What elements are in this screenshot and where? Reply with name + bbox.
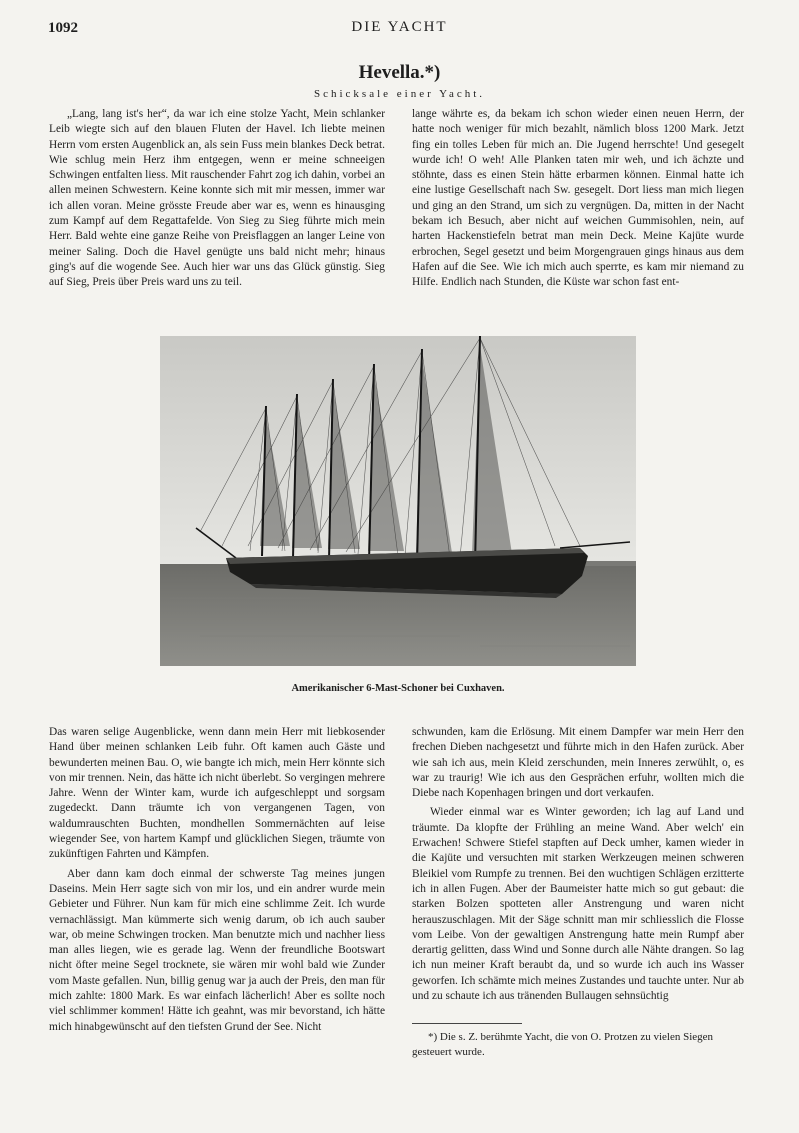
figure-caption: Amerikanischer 6-Mast-Schoner bei Cuxhaven. [291, 683, 505, 694]
column-bottom-left [49, 725, 385, 1035]
column-bottom-right [412, 725, 744, 1004]
column-top-right [412, 107, 744, 291]
article-title: Hevella.*) [358, 62, 441, 83]
schooner-photo [160, 336, 636, 666]
page-number: 1092 [48, 20, 78, 36]
paragraph: Das waren selige Augenblicke, wenn dann mein Herr mit liebkosender Hand über meinen schlanken Leib fuhr. Oft kamen auch Gäste und bewunderten meinen Bau. O, wie bangte ich mich, mein Herr könnte sich von mir trennen. Nein, das hätte ich nicht überlebt. So vergingen mehrere Jahre. Wenn der Winter kam, wurde ich aufgeschleppt und sorgsam zugedeckt. Dann träumte ich von vergangenen Tagen, von waldumrauschten Buchten, mondhellen Sommernächten auf leise wiegender See, von hartem Kampf und glücklichen Siegen, träumte von zukünftigen Fahrten und Kämpfen. [49, 726, 385, 861]
footnote-divider [412, 1023, 522, 1024]
footnote: *) Die s. Z. berühmte Yacht, die von O. Protzen zu vielen Siegen gesteuert wurde. [412, 1031, 714, 1058]
column-top-left [49, 107, 385, 291]
paragraph: „Lang, lang ist's her“, da war ich eine stolze Yacht, Mein schlanker Leib wiegte sich auf den blauen Fluten der Havel. Ich liebte meinen Herrn vom ersten Augenblick an, als sein Fuss mein blankes Deck betrat. Wie schlug mein Herz ihm entgegen, wenn er meine schneeigen Schwingen entfalten liess. Mit rauschender Fahrt zog ich dahin, vorbei an allen meinen Schwestern. Keine konnte sich mit mir messen, immer war ich allen voran. Meine grösste Freude aber war es, wenn es hinausging zum Kampf auf dem Regattafelde. Von Sieg zu Sieg führte mich mein Herr. Bald wehte eine ganze Reihe von Preisflaggen an langer Leine von meiner Saling. Doch die Havel genügte uns bald nicht mehr; hinaus ging's auf die wogende See. Auch hier war uns das Glück günstig. Sieg auf Sieg, Preis über Preis ward uns zu teil. [49, 108, 385, 289]
article-subtitle: Schicksale einer Yacht. [313, 88, 486, 100]
running-head: DIE YACHT [351, 19, 448, 35]
paragraph: lange währte es, da bekam ich schon wieder einen neuen Herrn, der hatte noch weniger für mich bezahlt, nämlich bloss 1200 Mark. Jetzt fing ein tolles Leben für mich an. Die Jugend herrschte! Und gesegelt wurde ich! O weh! Alle Planken taten mir weh, und ich ächzte und stöhnte, dass es einen Stein hätte erbarmen können. Einmal hatte ich eine lustige Gesellschaft nach Sw. gesegelt. Dort liess man mich liegen und ging an den Strand, um sich zu vergnügen. Da, mitten in der Nacht bekam ich Besuch, aber nicht auf weichen Gummisohlen, nein, auf harten Hackenstiefeln betrat man mein Deck. Meine Kajüte wurde erbrochen, Segel gesetzt und beim Morgengrauen gings hinaus aus dem Hafen auf die See. Wie ich mich auch sperrte, es kam mir niemand zu Hilfe. Endlich nach Stunden, die Küste war schon fast ent- [412, 108, 744, 289]
paragraph: Wieder einmal war es Winter geworden; ich lag auf Land und träumte. Da klopfte der Frühling an meine Wand. Aber welch' ein Erwachen! Schwere Stiefel stapften auf Deck umher, kamen wieder in die Kajüte und versuchten mit starken Werkzeugen meinen schweren Bleikiel vom Rumpfe zu trennen. Bei den wuchtigen Schlägen erzitterte ich in allen Fugen. Aber der Baumeister hatte mich so gut gebaut: die starken Bolzen spotteten aller Anstrengung und waren nicht herauszuschlagen. Mit der Säge schnitt man mir schliesslich die Flosse vom Leibe. Von der gewaltigen Anstrengung hatte mein Rumpf aber derartig gelitten, dass Wind und Sonne durch alle Nähte drangen. So lag ich nun meiner Kraft beraubt da, und so wurde ich auch ins Wasser geworfen. Ich schämte mich meines Zustandes und tauchte unter. Nur ab und zu schaute ich aus tränenden Bullaugen sehnsüchtig [412, 806, 744, 1003]
paragraph: schwunden, kam die Erlösung. Mit einem Dampfer war mein Herr den frechen Dieben nachgesetzt und führte mich in den Hafen zurück. Aber wie sah ich aus, mein Kleid zerschunden, mein Inneres zerwühlt, o, es war zu traurig! Wie ich aus den Gesprächen erfuhr, wollten mich die Diebe nach Kopenhagen bringen und dort verkaufen. [412, 726, 744, 800]
paragraph: Aber dann kam doch einmal der schwerste Tag meines jungen Daseins. Mein Herr sagte sich von mir los, und ein andrer wurde mein Gebieter und Führer. Nun kam für mich eine schlimme Zeit. Ich wurde vernachlässigt. Man kümmerte sich wenig darum, ob ich auch sauber war, ob meine Schwingen trocken. Man benutzte mich und nachher liess man alles liegen, wie es gerade lag. Wenn der freundliche Bootswart nicht öfter meine Segel trocknete, sie wären mir wohl bald wie Zunder vom Maste gefallen. Nun, billig genug war ja auch der Preis, den man für mich zahlte: 1800 Mark. Es war einfach lächerlich! Aber es sollte noch viel schlimmer kommen! Hätte ich geahnt, was mir bevorstand, ich hätte mich hinabgewünscht auf den tiefsten Grund der See. Nicht [49, 867, 385, 1033]
